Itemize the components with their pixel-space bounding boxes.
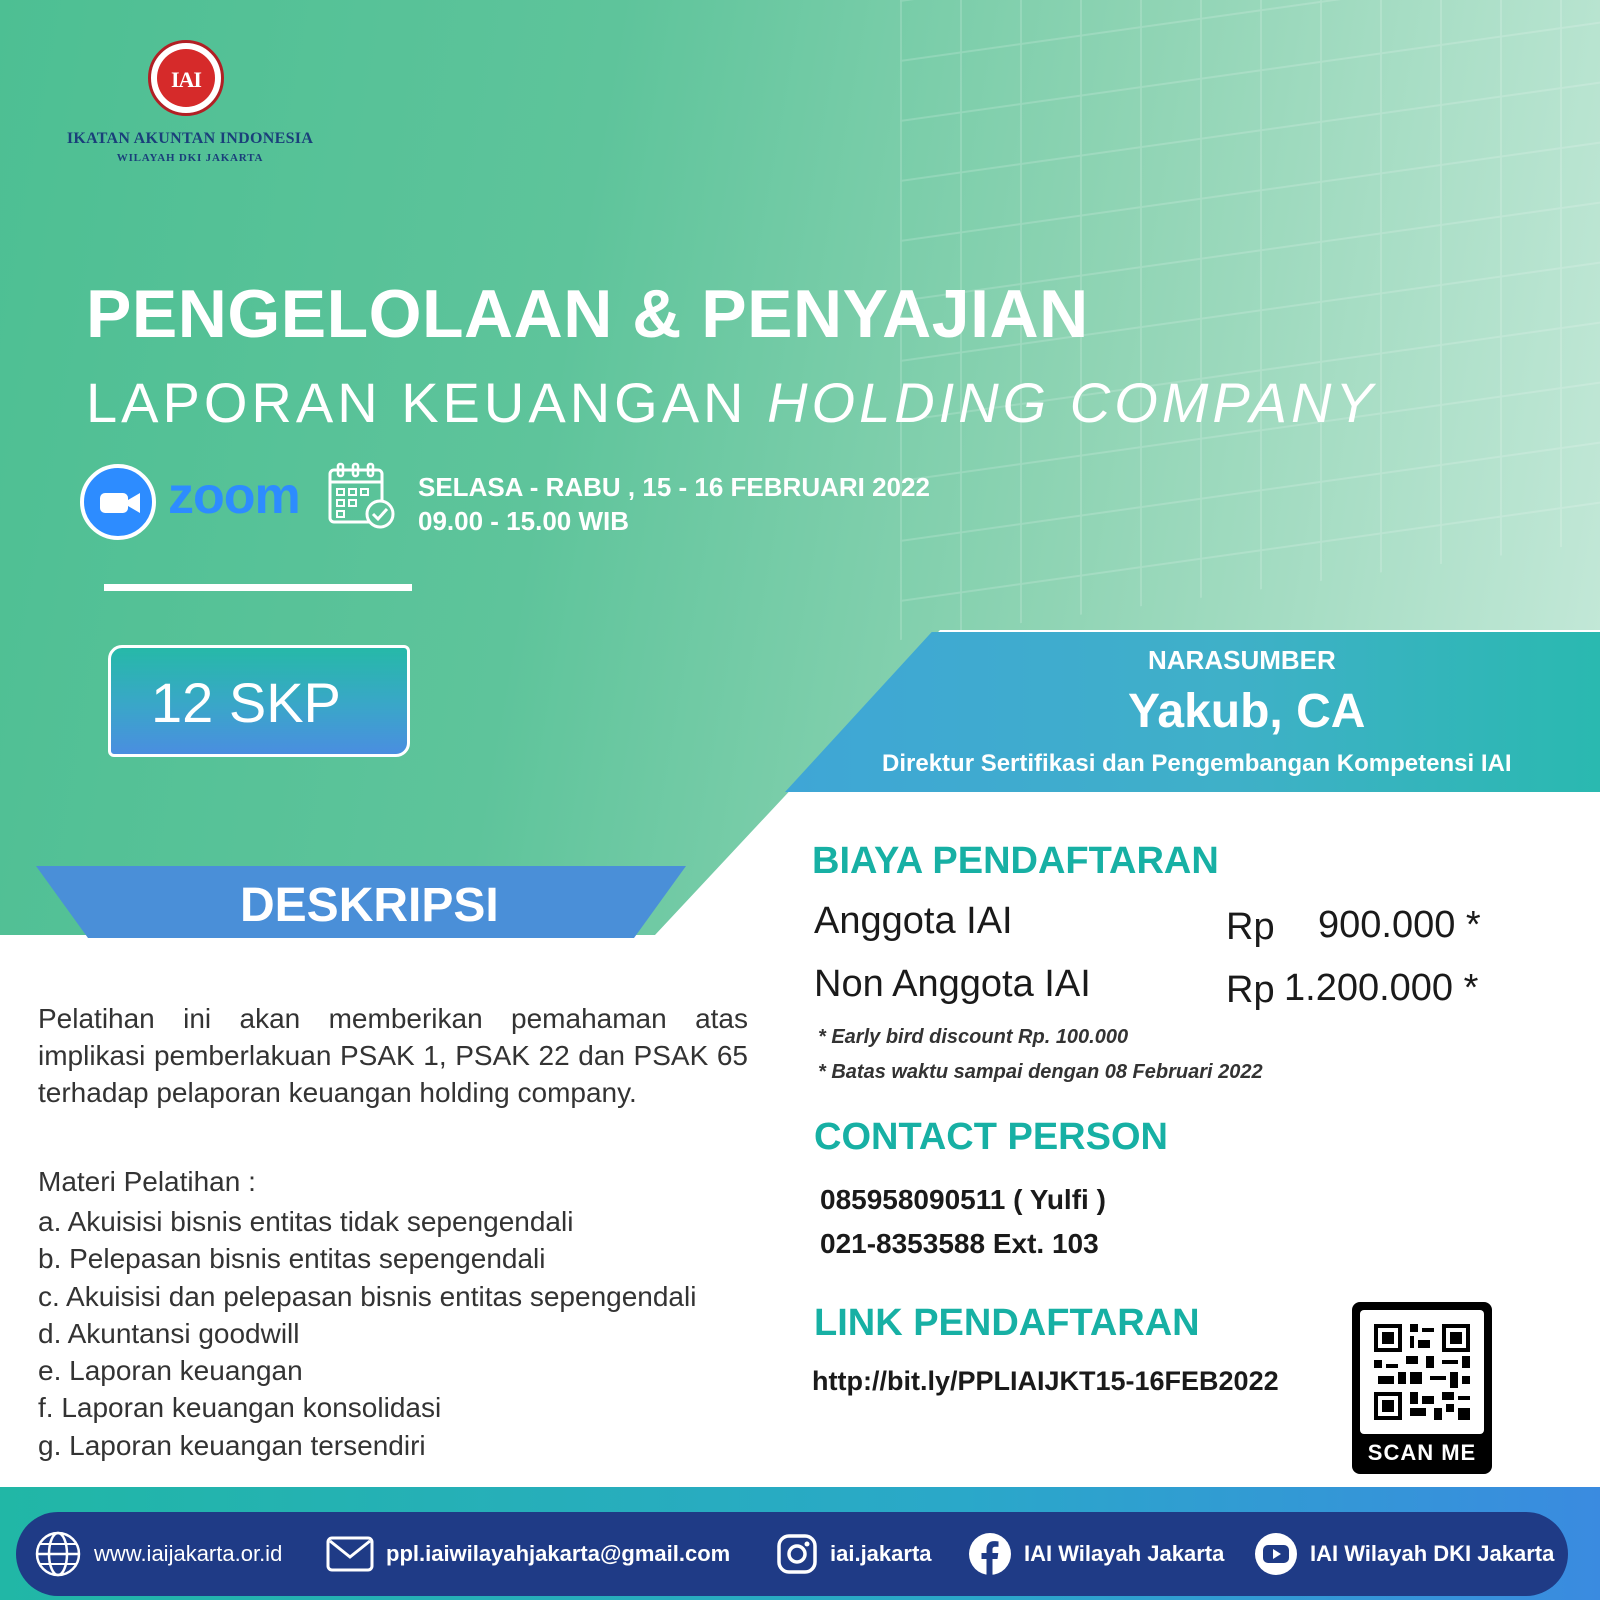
list-item: c. Akuisisi dan pelepasan bisnis entitas sepengendali [38,1280,697,1312]
org-region: WILAYAH DKI JAKARTA [116,152,264,164]
qr-code[interactable] [1352,1302,1492,1474]
footer-facebook[interactable] [968,1512,1224,1596]
facebook-icon [968,1532,1012,1576]
list-item: f. Laporan keuangan konsolidasi [38,1392,442,1424]
list-item: e. Laporan keuangan [38,1355,303,1387]
envelope-icon [326,1534,374,1574]
fee-amount-member: 900.000 * [1318,904,1481,946]
footer-instagram-text: iai.jakarta [830,1541,932,1566]
contact-title: CONTACT PERSON [814,1116,1168,1158]
footer-website-text: www.iaijakarta.or.id [94,1541,283,1566]
footer-email-text: ppl.iaiwilayahjakarta@gmail.com [386,1541,731,1566]
contact-phone-office: 021-8353588 Ext. 103 [820,1228,1099,1259]
youtube-icon [1254,1532,1298,1576]
footer-email[interactable] [326,1512,730,1596]
iai-logo [40,40,340,170]
calendar-icon [326,460,398,532]
fee-note-deadline: * Batas waktu sampai dengan 08 Februari 2022 [818,1061,1263,1083]
event-title-line2 [86,370,1377,435]
event-title-line2-prefix: LAPORAN KEUANGAN [86,371,748,434]
footer-website[interactable] [34,1512,282,1596]
registration-link[interactable]: http://bit.ly/PPLIAIJKT15-16FEB2022 [812,1366,1279,1396]
fees-title: BIAYA PENDAFTARAN [812,840,1219,882]
instagram-icon [776,1533,818,1575]
globe-icon [34,1530,82,1578]
description-text: Pelatihan ini akan memberikan pemahaman atas implikasi pemberlakuan PSAK 1, PSAK 22 dan PSAK 65 terhadap pelaporan keuangan holding company. [38,1003,748,1108]
skp-badge [108,645,410,757]
description-title: DESKRIPSI [240,879,499,932]
footer-youtube-text: IAI Wilayah DKI Jakarta [1310,1541,1555,1566]
fee-currency-member: Rp [1226,906,1275,948]
speaker-label: NARASUMBER [1148,645,1336,675]
speaker-name: Yakub, CA [1128,685,1366,738]
event-time: 09.00 - 15.00 WIB [418,506,629,536]
title-divider [104,584,412,591]
registration-title: LINK PENDAFTARAN [814,1302,1200,1344]
zoom-camera-icon [80,464,156,540]
footer-facebook-text: IAI Wilayah Jakarta [1024,1541,1225,1566]
footer-instagram[interactable] [776,1512,932,1596]
list-item: d. Akuntansi goodwill [38,1317,300,1349]
list-item: b. Pelepasan bisnis entitas sepengendali [38,1243,546,1275]
fee-amount-nonmember: 1.200.000 * [1284,967,1479,1009]
event-title-line1: PENGELOLAAN & PENYAJIAN [86,276,1089,352]
org-name: IKATAN AKUNTAN INDONESIA [66,130,314,147]
materi-heading: Materi Pelatihan : [38,1166,256,1197]
fee-currency-nonmember: Rp [1226,969,1275,1011]
qr-label: SCAN ME [1367,1440,1477,1465]
qr-code-icon [1374,1324,1470,1420]
list-item: a. Akuisisi bisnis entitas tidak sepengendali [38,1206,574,1237]
footer-youtube[interactable] [1254,1512,1554,1596]
zoom-logo-text: zoom [168,467,300,525]
speaker-role: Direktur Sertifikasi dan Pengembangan Kompetensi IAI [882,750,1512,777]
event-date: SELASA - RABU , 15 - 16 FEBRUARI 2022 [418,472,930,502]
skp-value: 12 SKP [151,671,341,734]
list-item: g. Laporan keuangan tersendiri [38,1429,426,1461]
iai-seal-icon: IAI [148,40,224,116]
fee-label-nonmember: Non Anggota IAI [814,963,1091,1005]
materi-list [38,1203,696,1464]
contact-phone-mobile: 085958090511 ( Yulfi ) [820,1184,1106,1215]
fee-label-member: Anggota IAI [814,900,1013,942]
fee-note-earlybird: * Early bird discount Rp. 100.000 [818,1026,1129,1048]
event-title-line2-italic: HOLDING COMPANY [767,371,1377,434]
